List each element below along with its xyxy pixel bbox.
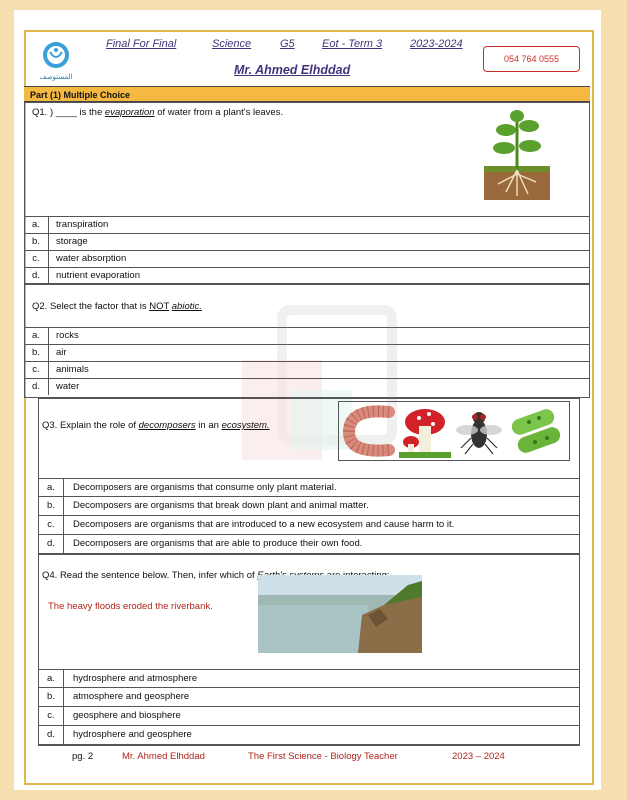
riverbank-erosion-image — [258, 575, 422, 653]
q2-option-d[interactable]: d. water — [24, 378, 590, 395]
footer-year: 2023 – 2024 — [452, 751, 505, 762]
q1-option-c[interactable]: c. water absorption — [24, 250, 590, 267]
q3-images-strip — [338, 401, 570, 461]
worm-image — [341, 404, 397, 458]
q4-option-c[interactable]: c. geosphere and biosphere — [38, 707, 580, 726]
q1-text: Q1. ) ____ is the evaporation of water from a plant's leaves. — [32, 107, 284, 118]
exam-term: Eot - Term 3 — [322, 38, 383, 50]
q2-text: Q2. Select the factor that is NOT abiotic. — [32, 301, 202, 312]
q4-option-d[interactable]: d. hydrosphere and geosphere — [38, 726, 580, 745]
teacher-name: Mr. Ahmed Elhddad — [234, 63, 351, 77]
q4-text: Q4. Read the sentence below. Then, infer which of — [42, 570, 258, 581]
q1-option-d[interactable]: d. nutrient evaporation — [24, 267, 590, 284]
q3-text: Q3. Explain the role of decomposers in an ecosystem. — [42, 420, 270, 431]
q4-option-b[interactable]: b. atmosphere and geosphere — [38, 688, 580, 707]
exam-title: Final For Final — [106, 38, 177, 50]
q2-option-c[interactable]: c. animals — [24, 361, 590, 378]
q3-option-a[interactable]: a. Decomposers are organisms that consume only plant material. — [38, 478, 580, 497]
worksheet-page — [14, 10, 601, 790]
subject: Science — [212, 38, 252, 50]
grade: G5 — [280, 38, 295, 50]
svg-text:المستوصف: المستوصف — [39, 73, 73, 81]
part-heading: Part (1) Multiple Choice — [24, 86, 590, 102]
plant-roots-image — [484, 108, 550, 200]
footer-teacher: Mr. Ahmed Elhddad — [122, 751, 205, 762]
mushroom-image — [399, 404, 451, 458]
footer-role: The First Science - Biology Teacher — [248, 751, 398, 762]
fly-image — [453, 404, 505, 458]
phone-number: 054 764 0555 — [483, 46, 580, 72]
q4-sentence: The heavy floods eroded the riverbank. — [48, 601, 213, 612]
school-year: 2023-2024 — [410, 38, 463, 50]
clinic-logo — [34, 38, 78, 82]
q1-option-b[interactable]: b. storage — [24, 233, 590, 250]
q2-option-b[interactable]: b. air — [24, 344, 590, 361]
q1-option-a[interactable]: a. transpiration — [24, 216, 590, 233]
page-number: pg. 2 — [72, 751, 94, 762]
bacteria-image — [507, 404, 567, 458]
q2-option-a[interactable]: a. rocks — [24, 327, 590, 344]
q3-option-d[interactable]: d. Decomposers are organisms that are able to produce their own food. — [38, 535, 580, 554]
q4-option-a[interactable]: a. hydrosphere and atmosphere — [38, 669, 580, 688]
q3-option-c[interactable]: c. Decomposers are organisms that are introduced to a new ecosystem and cause harm to it. — [38, 516, 580, 535]
q3-option-b[interactable]: b. Decomposers are organisms that break down plant and animal matter. — [38, 497, 580, 516]
